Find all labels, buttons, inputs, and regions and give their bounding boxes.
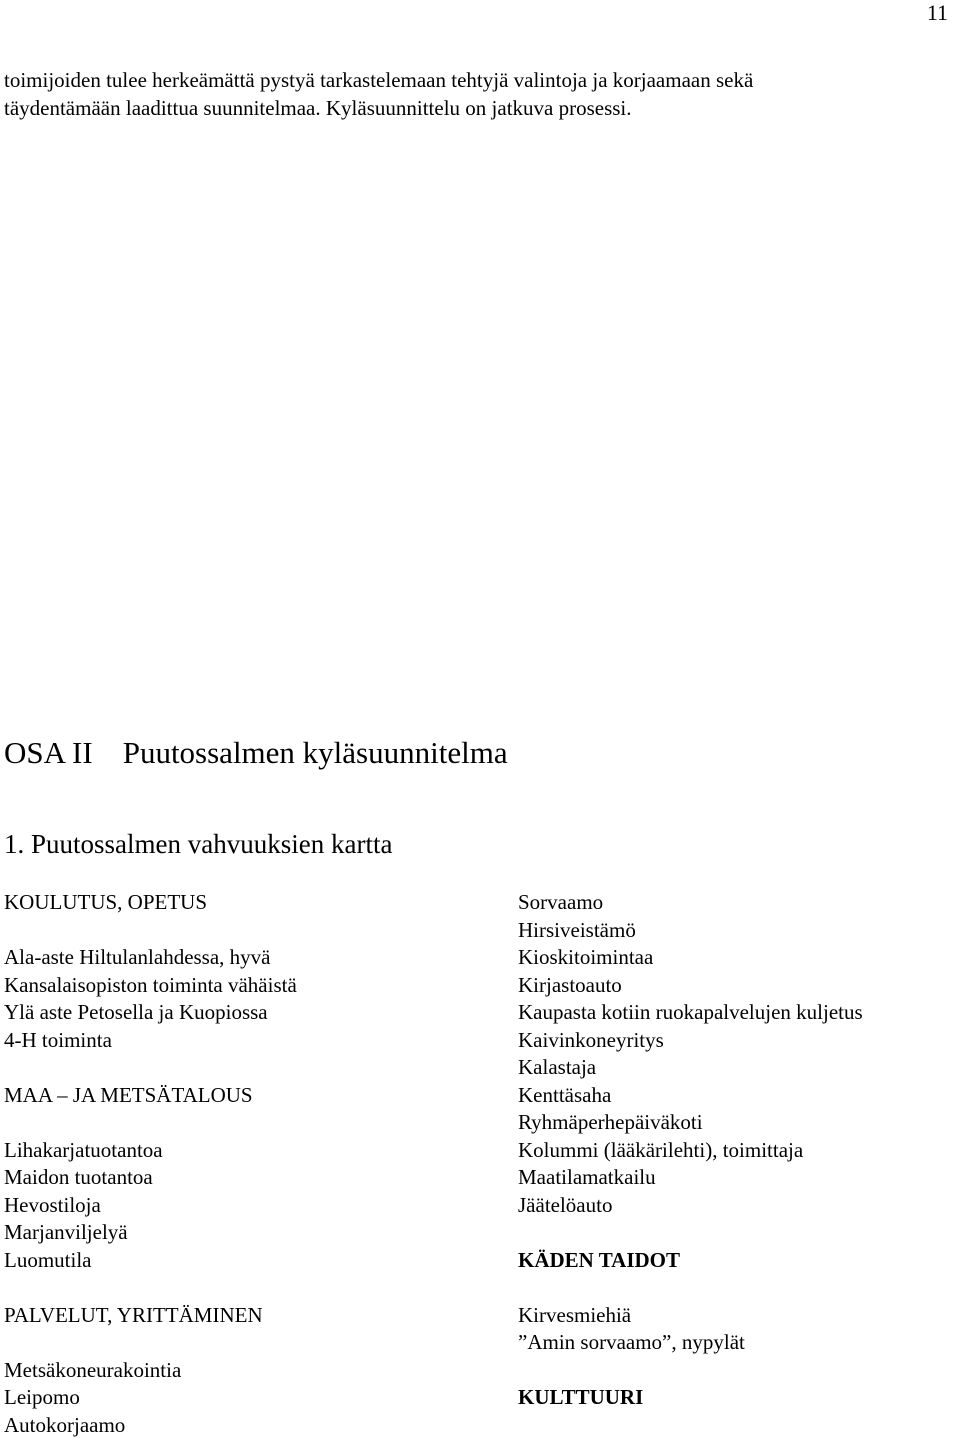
page-number: 11 <box>927 0 948 26</box>
koulutus-heading: KOULUTUS, OPETUS <box>4 889 484 917</box>
right-column <box>518 889 958 1412</box>
list-item: Leipomo <box>4 1384 484 1412</box>
list-item: Metsäkoneurakointia <box>4 1357 484 1385</box>
intro-paragraph <box>4 66 924 122</box>
list-item: Kaivinkoneyritys <box>518 1027 958 1055</box>
list-item: 4-H toiminta <box>4 1027 484 1055</box>
list-item: Ala-aste Hiltulanlahdessa, hyvä <box>4 944 484 972</box>
list-item: Kaupasta kotiin ruokapalvelujen kuljetus <box>518 999 958 1027</box>
list-item: Ryhmäperhepäiväkoti <box>518 1109 958 1137</box>
list-item: Kirvesmiehiä <box>518 1302 958 1330</box>
list-item: Hevostiloja <box>4 1192 484 1220</box>
list-item: Kalastaja <box>518 1054 958 1082</box>
list-item: Hirsiveistämö <box>518 917 958 945</box>
left-column <box>4 889 484 1439</box>
list-item: Ylä aste Petosella ja Kuopiossa <box>4 999 484 1027</box>
kaden-taidot-heading: KÄDEN TAIDOT <box>518 1247 958 1275</box>
maa-heading: MAA – JA METSÄTALOUS <box>4 1082 484 1110</box>
list-item: Kolummi (lääkärilehti), toimittaja <box>518 1137 958 1165</box>
list-item: Kirjastoauto <box>518 972 958 1000</box>
list-item: Maidon tuotantoa <box>4 1164 484 1192</box>
list-item: Kenttäsaha <box>518 1082 958 1110</box>
list-item: Kansalaisopiston toiminta vähäistä <box>4 972 484 1000</box>
section-heading: 1. Puutossalmen vahvuuksien kartta <box>4 826 392 862</box>
list-item: Lihakarjatuotantoa <box>4 1137 484 1165</box>
list-item: Luomutila <box>4 1247 484 1275</box>
list-item: Kioskitoimintaa <box>518 944 958 972</box>
list-item: Maatilamatkailu <box>518 1164 958 1192</box>
list-item: Autokorjaamo <box>4 1412 484 1439</box>
part-title: Puutossalmen kyläsuunnitelma <box>123 735 508 770</box>
list-item: Marjanviljelyä <box>4 1219 484 1247</box>
list-item: Sorvaamo <box>518 889 958 917</box>
intro-line-2: täydentämään laadittua suunnitelmaa. Kyläsuunnittelu on jatkuva prosessi. <box>4 94 924 122</box>
part-heading <box>4 733 508 773</box>
part-label: OSA II <box>4 735 93 770</box>
intro-line-1: toimijoiden tulee herkeämättä pystyä tarkastelemaan tehtyjä valintoja ja korjaamaan sekä <box>4 66 924 94</box>
list-item: ”Amin sorvaamo”, nypylät <box>518 1329 958 1357</box>
list-item: Jäätelöauto <box>518 1192 958 1220</box>
kulttuuri-heading: KULTTUURI <box>518 1384 958 1412</box>
palvelut-heading: PALVELUT, YRITTÄMINEN <box>4 1302 484 1330</box>
